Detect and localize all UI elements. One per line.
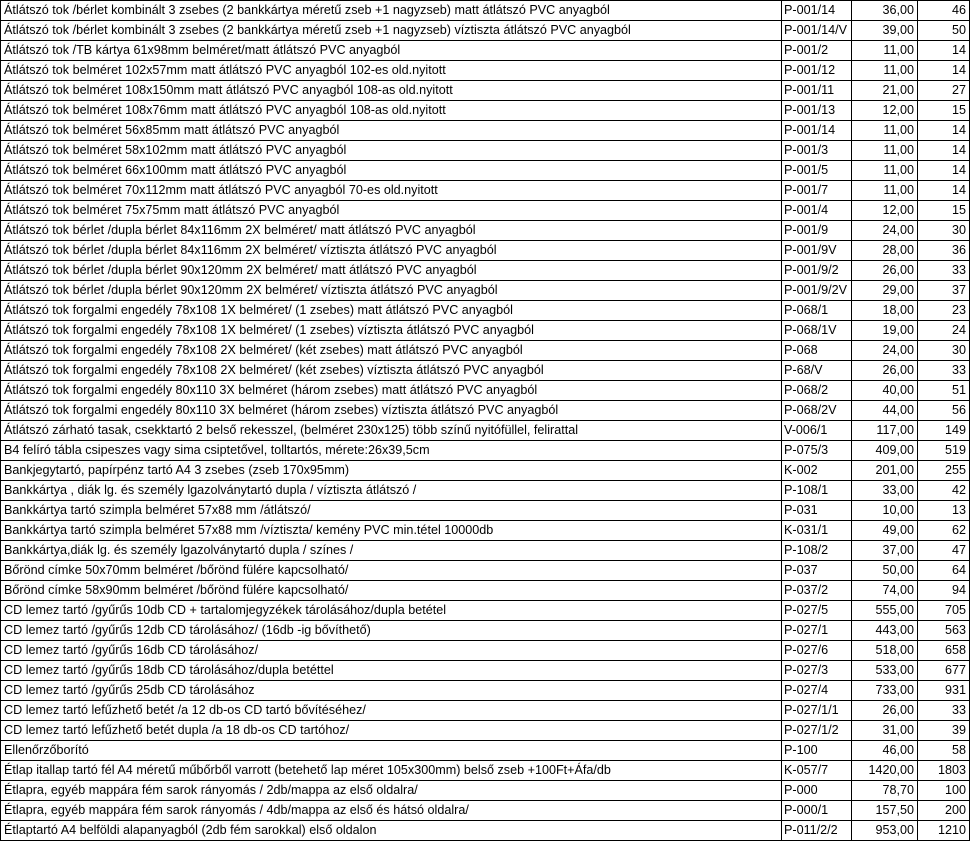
table-row[interactable] bbox=[1, 361, 970, 381]
gross-price-cell[interactable]: 677 bbox=[918, 661, 970, 681]
product-description-cell[interactable]: Átlátszó tok forgalmi engedély 78x108 1X belméret/ (1 zsebes) matt átlátszó PVC anyagból bbox=[1, 301, 782, 321]
table-row[interactable] bbox=[1, 821, 970, 841]
net-price-cell[interactable]: 555,00 bbox=[852, 601, 918, 621]
gross-price-cell[interactable]: 931 bbox=[918, 681, 970, 701]
product-description-cell[interactable]: Átlátszó tok bérlet /dupla bérlet 84x116mm 2X belméret/ víztiszta átlátszó PVC anyagból bbox=[1, 241, 782, 261]
table-row[interactable] bbox=[1, 141, 970, 161]
net-price-cell[interactable]: 1420,00 bbox=[852, 761, 918, 781]
product-description-cell[interactable]: CD lemez tartó /gyűrűs 25db CD tárolásához bbox=[1, 681, 782, 701]
product-code-cell[interactable]: P-001/14 bbox=[782, 1, 852, 21]
product-code-cell[interactable]: K-057/7 bbox=[782, 761, 852, 781]
product-description-cell[interactable]: Átlátszó zárható tasak, csekktartó 2 belső rekesszel, (belméret 230x125) több színű nyitófüllel, felirattal bbox=[1, 421, 782, 441]
product-description-cell[interactable]: Átlátszó tok bérlet /dupla bérlet 90x120mm 2X belméret/ víztiszta átlátszó PVC anyagból bbox=[1, 281, 782, 301]
product-description-cell[interactable]: CD lemez tartó /gyűrűs 12db CD tárolásához/ (16db -ig bővíthető) bbox=[1, 621, 782, 641]
gross-price-cell[interactable]: 62 bbox=[918, 521, 970, 541]
table-row[interactable] bbox=[1, 521, 970, 541]
product-code-cell[interactable]: P-001/11 bbox=[782, 81, 852, 101]
net-price-cell[interactable]: 78,70 bbox=[852, 781, 918, 801]
product-code-cell[interactable]: P-001/3 bbox=[782, 141, 852, 161]
table-row[interactable] bbox=[1, 241, 970, 261]
product-description-cell[interactable]: Átlátszó tok belméret 108x76mm matt átlátszó PVC anyagból 108-as old.nyitott bbox=[1, 101, 782, 121]
table-row[interactable] bbox=[1, 261, 970, 281]
net-price-cell[interactable]: 19,00 bbox=[852, 321, 918, 341]
net-price-cell[interactable]: 46,00 bbox=[852, 741, 918, 761]
net-price-cell[interactable]: 117,00 bbox=[852, 421, 918, 441]
gross-price-cell[interactable]: 14 bbox=[918, 41, 970, 61]
product-code-cell[interactable]: V-006/1 bbox=[782, 421, 852, 441]
net-price-cell[interactable]: 37,00 bbox=[852, 541, 918, 561]
product-description-cell[interactable]: Átlátszó tok forgalmi engedély 80x110 3X belméret (három zsebes) víztiszta átlátszó PVC anyagból bbox=[1, 401, 782, 421]
product-code-cell[interactable]: P-68/V bbox=[782, 361, 852, 381]
product-code-cell[interactable]: P-001/5 bbox=[782, 161, 852, 181]
table-row[interactable] bbox=[1, 341, 970, 361]
net-price-cell[interactable]: 21,00 bbox=[852, 81, 918, 101]
table-row[interactable] bbox=[1, 461, 970, 481]
net-price-cell[interactable]: 24,00 bbox=[852, 341, 918, 361]
table-row[interactable] bbox=[1, 741, 970, 761]
net-price-cell[interactable]: 18,00 bbox=[852, 301, 918, 321]
table-row[interactable] bbox=[1, 121, 970, 141]
product-code-cell[interactable]: P-001/9/2V bbox=[782, 281, 852, 301]
gross-price-cell[interactable]: 23 bbox=[918, 301, 970, 321]
product-description-cell[interactable]: Átlátszó tok belméret 56x85mm matt átlátszó PVC anyagból bbox=[1, 121, 782, 141]
gross-price-cell[interactable]: 42 bbox=[918, 481, 970, 501]
product-code-cell[interactable]: K-002 bbox=[782, 461, 852, 481]
product-code-cell[interactable]: P-075/3 bbox=[782, 441, 852, 461]
product-code-cell[interactable]: P-027/5 bbox=[782, 601, 852, 621]
net-price-cell[interactable]: 533,00 bbox=[852, 661, 918, 681]
product-description-cell[interactable]: Bankkártya,diák lg. és személy lgazolványtartó dupla / színes / bbox=[1, 541, 782, 561]
gross-price-cell[interactable]: 36 bbox=[918, 241, 970, 261]
net-price-cell[interactable]: 39,00 bbox=[852, 21, 918, 41]
product-description-cell[interactable]: Ellenőrzőborító bbox=[1, 741, 782, 761]
gross-price-cell[interactable]: 30 bbox=[918, 221, 970, 241]
product-description-cell[interactable]: Átlátszó tok /bérlet kombinált 3 zsebes (2 bankkártya méretű zseb +1 nagyzseb) matt átlátszó PVC anyagból bbox=[1, 1, 782, 21]
product-code-cell[interactable]: P-001/9V bbox=[782, 241, 852, 261]
net-price-cell[interactable]: 11,00 bbox=[852, 121, 918, 141]
net-price-cell[interactable]: 11,00 bbox=[852, 161, 918, 181]
gross-price-cell[interactable]: 15 bbox=[918, 101, 970, 121]
table-row[interactable] bbox=[1, 41, 970, 61]
net-price-cell[interactable]: 74,00 bbox=[852, 581, 918, 601]
gross-price-cell[interactable]: 13 bbox=[918, 501, 970, 521]
table-row[interactable] bbox=[1, 381, 970, 401]
gross-price-cell[interactable]: 14 bbox=[918, 181, 970, 201]
net-price-cell[interactable]: 10,00 bbox=[852, 501, 918, 521]
product-code-cell[interactable]: P-027/1/1 bbox=[782, 701, 852, 721]
product-description-cell[interactable]: Átlátszó tok belméret 75x75mm matt átlátszó PVC anyagból bbox=[1, 201, 782, 221]
table-row[interactable] bbox=[1, 801, 970, 821]
product-description-cell[interactable]: Bankjegytartó, papírpénz tartó A4 3 zsebes (zseb 170x95mm) bbox=[1, 461, 782, 481]
gross-price-cell[interactable]: 51 bbox=[918, 381, 970, 401]
gross-price-cell[interactable]: 37 bbox=[918, 281, 970, 301]
gross-price-cell[interactable]: 14 bbox=[918, 141, 970, 161]
gross-price-cell[interactable]: 46 bbox=[918, 1, 970, 21]
product-code-cell[interactable]: P-027/6 bbox=[782, 641, 852, 661]
product-code-cell[interactable]: P-001/9/2 bbox=[782, 261, 852, 281]
table-row[interactable] bbox=[1, 561, 970, 581]
gross-price-cell[interactable]: 56 bbox=[918, 401, 970, 421]
product-code-cell[interactable]: P-000 bbox=[782, 781, 852, 801]
net-price-cell[interactable]: 518,00 bbox=[852, 641, 918, 661]
product-description-cell[interactable]: Átlátszó tok forgalmi engedély 78x108 2X belméret/ (két zsebes) víztiszta átlátszó PVC anyagból bbox=[1, 361, 782, 381]
product-description-cell[interactable]: CD lemez tartó lefűzhető betét dupla /a 18 db-os CD tartóhoz/ bbox=[1, 721, 782, 741]
product-description-cell[interactable]: Átlátszó tok /TB kártya 61x98mm belméret/matt átlátszó PVC anyagból bbox=[1, 41, 782, 61]
gross-price-cell[interactable]: 14 bbox=[918, 161, 970, 181]
product-description-cell[interactable]: Bankkártya tartó szimpla belméret 57x88 mm /átlátszó/ bbox=[1, 501, 782, 521]
gross-price-cell[interactable]: 255 bbox=[918, 461, 970, 481]
table-row[interactable] bbox=[1, 781, 970, 801]
product-description-cell[interactable]: B4 felíró tábla csipeszes vagy sima csiptetővel, tolltartós, mérete:26x39,5cm bbox=[1, 441, 782, 461]
gross-price-cell[interactable]: 47 bbox=[918, 541, 970, 561]
gross-price-cell[interactable]: 519 bbox=[918, 441, 970, 461]
net-price-cell[interactable]: 733,00 bbox=[852, 681, 918, 701]
product-description-cell[interactable]: Átlátszó tok forgalmi engedély 78x108 1X belméret/ (1 zsebes) víztiszta átlátszó PVC anyagból bbox=[1, 321, 782, 341]
table-row[interactable] bbox=[1, 681, 970, 701]
gross-price-cell[interactable]: 100 bbox=[918, 781, 970, 801]
net-price-cell[interactable]: 28,00 bbox=[852, 241, 918, 261]
table-row[interactable] bbox=[1, 641, 970, 661]
product-description-cell[interactable]: Átlátszó tok forgalmi engedély 78x108 2X belméret/ (két zsebes) matt átlátszó PVC anyagból bbox=[1, 341, 782, 361]
product-code-cell[interactable]: P-027/4 bbox=[782, 681, 852, 701]
table-row[interactable] bbox=[1, 761, 970, 781]
product-code-cell[interactable]: P-068/2 bbox=[782, 381, 852, 401]
product-code-cell[interactable]: P-068 bbox=[782, 341, 852, 361]
product-description-cell[interactable]: Átlátszó tok belméret 70x112mm matt átlátszó PVC anyagból 70-es old.nyitott bbox=[1, 181, 782, 201]
table-row[interactable] bbox=[1, 661, 970, 681]
net-price-cell[interactable]: 49,00 bbox=[852, 521, 918, 541]
gross-price-cell[interactable]: 27 bbox=[918, 81, 970, 101]
gross-price-cell[interactable]: 705 bbox=[918, 601, 970, 621]
gross-price-cell[interactable]: 30 bbox=[918, 341, 970, 361]
table-row[interactable] bbox=[1, 201, 970, 221]
net-price-cell[interactable]: 953,00 bbox=[852, 821, 918, 841]
table-row[interactable] bbox=[1, 601, 970, 621]
product-description-cell[interactable]: CD lemez tartó /gyűrűs 18db CD tárolásához/dupla betéttel bbox=[1, 661, 782, 681]
gross-price-cell[interactable]: 149 bbox=[918, 421, 970, 441]
gross-price-cell[interactable]: 200 bbox=[918, 801, 970, 821]
product-description-cell[interactable]: Bankkártya tartó szimpla belméret 57x88 mm /víztiszta/ kemény PVC min.tétel 10000db bbox=[1, 521, 782, 541]
net-price-cell[interactable]: 33,00 bbox=[852, 481, 918, 501]
gross-price-cell[interactable]: 1210 bbox=[918, 821, 970, 841]
gross-price-cell[interactable]: 58 bbox=[918, 741, 970, 761]
product-description-cell[interactable]: CD lemez tartó /gyűrűs 16db CD tárolásához/ bbox=[1, 641, 782, 661]
product-code-cell[interactable]: P-001/7 bbox=[782, 181, 852, 201]
product-code-cell[interactable]: P-001/14/V bbox=[782, 21, 852, 41]
net-price-cell[interactable]: 26,00 bbox=[852, 261, 918, 281]
table-row[interactable] bbox=[1, 301, 970, 321]
table-row[interactable] bbox=[1, 701, 970, 721]
product-description-cell[interactable]: Átlátszó tok belméret 58x102mm matt átlátszó PVC anyagból bbox=[1, 141, 782, 161]
product-code-cell[interactable]: P-027/1 bbox=[782, 621, 852, 641]
net-price-cell[interactable]: 409,00 bbox=[852, 441, 918, 461]
table-row[interactable] bbox=[1, 281, 970, 301]
table-row[interactable] bbox=[1, 501, 970, 521]
table-row[interactable] bbox=[1, 1, 970, 21]
net-price-cell[interactable]: 11,00 bbox=[852, 41, 918, 61]
product-description-cell[interactable]: CD lemez tartó lefűzhető betét /a 12 db-os CD tartó bővítéséhez/ bbox=[1, 701, 782, 721]
product-description-cell[interactable]: Étlapra, egyéb mappára fém sarok rányomás / 2db/mappa az első oldalra/ bbox=[1, 781, 782, 801]
gross-price-cell[interactable]: 94 bbox=[918, 581, 970, 601]
product-code-cell[interactable]: P-001/9 bbox=[782, 221, 852, 241]
product-description-cell[interactable]: Átlátszó tok bérlet /dupla bérlet 90x120mm 2X belméret/ matt átlátszó PVC anyagból bbox=[1, 261, 782, 281]
product-code-cell[interactable]: P-108/2 bbox=[782, 541, 852, 561]
gross-price-cell[interactable]: 64 bbox=[918, 561, 970, 581]
gross-price-cell[interactable]: 33 bbox=[918, 701, 970, 721]
product-description-cell[interactable]: Átlátszó tok forgalmi engedély 80x110 3X belméret (három zsebes) matt átlátszó PVC anyagból bbox=[1, 381, 782, 401]
net-price-cell[interactable]: 31,00 bbox=[852, 721, 918, 741]
product-description-cell[interactable]: Étlapra, egyéb mappára fém sarok rányomás / 4db/mappa az első és hátsó oldalra/ bbox=[1, 801, 782, 821]
table-row[interactable] bbox=[1, 401, 970, 421]
gross-price-cell[interactable]: 33 bbox=[918, 361, 970, 381]
product-description-cell[interactable]: Bőrönd címke 58x90mm belméret /bőrönd fülére kapcsolható/ bbox=[1, 581, 782, 601]
table-row[interactable] bbox=[1, 721, 970, 741]
net-price-cell[interactable]: 201,00 bbox=[852, 461, 918, 481]
table-row[interactable] bbox=[1, 181, 970, 201]
product-code-cell[interactable]: P-001/12 bbox=[782, 61, 852, 81]
net-price-cell[interactable]: 11,00 bbox=[852, 61, 918, 81]
product-description-cell[interactable]: Bőrönd címke 50x70mm belméret /bőrönd fülére kapcsolható/ bbox=[1, 561, 782, 581]
gross-price-cell[interactable]: 1803 bbox=[918, 761, 970, 781]
product-description-cell[interactable]: Átlátszó tok belméret 108x150mm matt átlátszó PVC anyagból 108-as old.nyitott bbox=[1, 81, 782, 101]
gross-price-cell[interactable]: 658 bbox=[918, 641, 970, 661]
product-description-cell[interactable]: Étlap itallap tartó fél A4 méretű műbőrből varrott (betehető lap méret 105x300mm) belső zseb +100Ft+Áfa/db bbox=[1, 761, 782, 781]
product-description-cell[interactable]: Bankkártya , diák lg. és személy lgazolványtartó dupla / víztiszta átlátszó / bbox=[1, 481, 782, 501]
table-row[interactable] bbox=[1, 321, 970, 341]
gross-price-cell[interactable]: 563 bbox=[918, 621, 970, 641]
table-row[interactable] bbox=[1, 581, 970, 601]
net-price-cell[interactable]: 50,00 bbox=[852, 561, 918, 581]
net-price-cell[interactable]: 40,00 bbox=[852, 381, 918, 401]
product-code-cell[interactable]: P-001/4 bbox=[782, 201, 852, 221]
table-row[interactable] bbox=[1, 61, 970, 81]
gross-price-cell[interactable]: 39 bbox=[918, 721, 970, 741]
product-code-cell[interactable]: P-100 bbox=[782, 741, 852, 761]
product-code-cell[interactable]: P-001/2 bbox=[782, 41, 852, 61]
product-code-cell[interactable]: P-001/13 bbox=[782, 101, 852, 121]
gross-price-cell[interactable]: 33 bbox=[918, 261, 970, 281]
net-price-cell[interactable]: 11,00 bbox=[852, 181, 918, 201]
table-row[interactable] bbox=[1, 101, 970, 121]
product-code-cell[interactable]: K-031/1 bbox=[782, 521, 852, 541]
product-description-cell[interactable]: Átlátszó tok belméret 102x57mm matt átlátszó PVC anyagból 102-es old.nyitott bbox=[1, 61, 782, 81]
net-price-cell[interactable]: 44,00 bbox=[852, 401, 918, 421]
table-row[interactable] bbox=[1, 161, 970, 181]
product-code-cell[interactable]: P-031 bbox=[782, 501, 852, 521]
table-row[interactable] bbox=[1, 481, 970, 501]
product-description-cell[interactable]: Átlátszó tok bérlet /dupla bérlet 84x116mm 2X belméret/ matt átlátszó PVC anyagból bbox=[1, 221, 782, 241]
net-price-cell[interactable]: 29,00 bbox=[852, 281, 918, 301]
product-description-cell[interactable]: Átlátszó tok belméret 66x100mm matt átlátszó PVC anyagból bbox=[1, 161, 782, 181]
product-code-cell[interactable]: P-037 bbox=[782, 561, 852, 581]
price-list-body bbox=[1, 1, 970, 841]
table-row[interactable] bbox=[1, 421, 970, 441]
net-price-cell[interactable]: 26,00 bbox=[852, 361, 918, 381]
table-row[interactable] bbox=[1, 441, 970, 461]
table-row[interactable] bbox=[1, 541, 970, 561]
product-code-cell[interactable]: P-068/2V bbox=[782, 401, 852, 421]
product-code-cell[interactable]: P-027/3 bbox=[782, 661, 852, 681]
net-price-cell[interactable]: 12,00 bbox=[852, 101, 918, 121]
net-price-cell[interactable]: 443,00 bbox=[852, 621, 918, 641]
product-code-cell[interactable]: P-001/14 bbox=[782, 121, 852, 141]
gross-price-cell[interactable]: 15 bbox=[918, 201, 970, 221]
net-price-cell[interactable]: 24,00 bbox=[852, 221, 918, 241]
product-code-cell[interactable]: P-068/1V bbox=[782, 321, 852, 341]
product-code-cell[interactable]: P-037/2 bbox=[782, 581, 852, 601]
net-price-cell[interactable]: 12,00 bbox=[852, 201, 918, 221]
table-row[interactable] bbox=[1, 221, 970, 241]
product-code-cell[interactable]: P-011/2/2 bbox=[782, 821, 852, 841]
gross-price-cell[interactable]: 50 bbox=[918, 21, 970, 41]
net-price-cell[interactable]: 36,00 bbox=[852, 1, 918, 21]
product-code-cell[interactable]: P-027/1/2 bbox=[782, 721, 852, 741]
gross-price-cell[interactable]: 14 bbox=[918, 61, 970, 81]
net-price-cell[interactable]: 157,50 bbox=[852, 801, 918, 821]
gross-price-cell[interactable]: 14 bbox=[918, 121, 970, 141]
net-price-cell[interactable]: 11,00 bbox=[852, 141, 918, 161]
table-row[interactable] bbox=[1, 81, 970, 101]
product-code-cell[interactable]: P-000/1 bbox=[782, 801, 852, 821]
product-code-cell[interactable]: P-108/1 bbox=[782, 481, 852, 501]
table-row[interactable] bbox=[1, 621, 970, 641]
table-row[interactable] bbox=[1, 21, 970, 41]
product-code-cell[interactable]: P-068/1 bbox=[782, 301, 852, 321]
product-description-cell[interactable]: Átlátszó tok /bérlet kombinált 3 zsebes (2 bankkártya méretű zseb +1 nagyzseb) víztiszta átlátszó PVC anyagból bbox=[1, 21, 782, 41]
net-price-cell[interactable]: 26,00 bbox=[852, 701, 918, 721]
product-description-cell[interactable]: Étlaptartó A4 belföldi alapanyagból (2db fém sarokkal) első oldalon bbox=[1, 821, 782, 841]
gross-price-cell[interactable]: 24 bbox=[918, 321, 970, 341]
product-description-cell[interactable]: CD lemez tartó /gyűrűs 10db CD + tartalomjegyzékek tárolásához/dupla betétel bbox=[1, 601, 782, 621]
